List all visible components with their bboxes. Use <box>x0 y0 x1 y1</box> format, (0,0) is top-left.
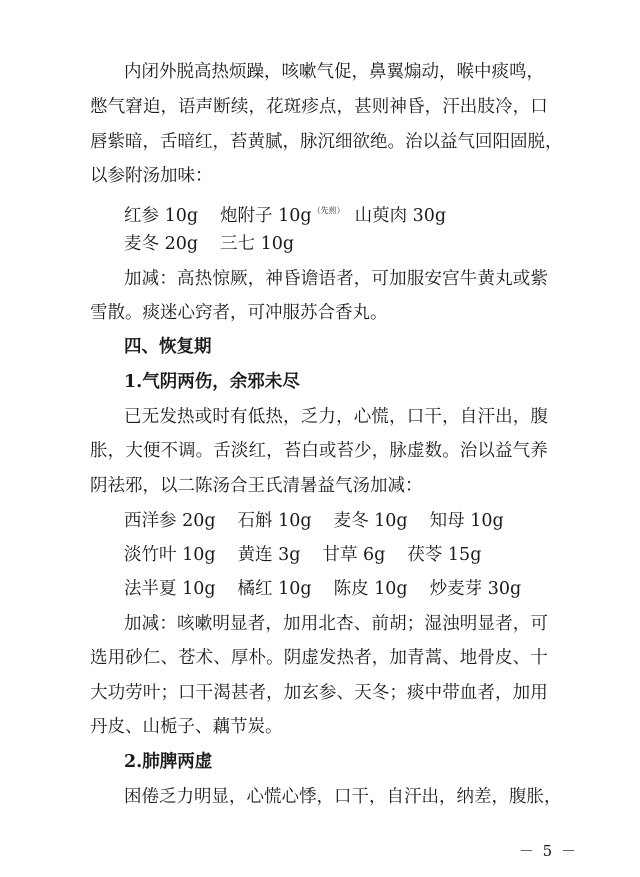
herb-item: 石斛 10g <box>237 511 312 531</box>
herb-item: 炒麦芽 30g <box>429 579 522 599</box>
section-heading: 四、恢复期 <box>124 337 212 357</box>
herb-item: 法半夏 10g <box>124 579 216 599</box>
herb-item: 陈皮 10g <box>333 579 408 599</box>
herb-item: 麦冬 20g <box>124 234 199 254</box>
prescription-row <box>124 510 504 532</box>
herb-item: 淡竹叶 10g <box>124 545 216 565</box>
herb-item: 红参 10g <box>124 206 199 226</box>
paragraph-line: 以参附汤加味： <box>90 166 213 186</box>
paragraph-line: 加 减 ： 咳 嗽 明 显 者 ， 加 用 北 杏 、 前 胡 ； 湿 浊 明 显 者 ， 可 <box>124 614 548 634</box>
prescription-row <box>124 233 294 255</box>
paragraph-line: 选 用 砂 仁 、 苍 术 、 厚 朴 。 阴 虚 发 热 者 ， 加 青 蒿 、 地 骨 皮 、 十 <box>90 648 548 668</box>
paragraph-line: 已 无 发 热 或 时 有 低 热 ， 乏 力 ， 心 慌 ， 口 干 ， 自 汗 出 ， 腹 <box>124 407 548 427</box>
sub-heading: 1.气阴两伤，余邪未尽 <box>124 372 300 392</box>
herb-item: 甘草 6g <box>322 545 386 565</box>
herb-item: 炮附子 10g <box>220 206 312 226</box>
paragraph-line: 憋 气 窘 迫 ， 语 声 断 续 ， 花 斑 疹 点 ， 甚 则 神 昏 ， 汗 出 肢 冷 ， 口 <box>90 97 548 117</box>
paragraph-line: 加 减 ： 高 热 惊 厥 ， 神 昏 谵 语 者 ， 可 加 服 安 宫 牛 黄 丸 或 紫 <box>124 269 548 289</box>
prescription-row <box>124 200 446 227</box>
herb-item: 知母 10g <box>429 511 504 531</box>
paragraph-line: 雪散。痰迷心窍者，可冲服苏合香丸。 <box>90 303 388 323</box>
paragraph-line: 丹皮、山栀子、藕节炭。 <box>90 717 283 737</box>
herb-item: 茯苓 15g <box>407 545 482 565</box>
paragraph-line: 大 功 劳 叶 ； 口 干 渴 甚 者 ， 加 玄 参 、 天 冬 ； 痰 中 带 血 者 ， 加 用 <box>90 683 548 703</box>
prescription-row <box>124 578 521 600</box>
prescription-row <box>124 544 481 566</box>
herb-item: 黄连 3g <box>237 545 301 565</box>
paragraph-line: 唇 紫 暗 ， 舌 暗 红 ， 苔 黄 腻 ， 脉 沉 细 欲 绝 。 治 以 益 气 回 阳 固 脱 ， <box>90 132 563 152</box>
herb-item: 橘红 10g <box>237 579 312 599</box>
paragraph-line: 胀 ， 大 便 不 调 。 舌 淡 红 ， 苔 白 或 苔 少 ， 脉 虚 数 。 治 以 益 气 养 <box>90 441 548 461</box>
page-number: － 5 － <box>518 842 578 860</box>
herb-item: 三七 10g <box>220 234 295 254</box>
paragraph-line: 阴祛邪，以二陈汤合王氏清暑益气汤加减： <box>90 476 423 496</box>
paragraph-line: 内 闭 外 脱 高 热 烦 躁 ， 咳 嗽 气 促 ， 鼻 翼 煽 动 ， 喉 中 痰 鸣 ， <box>124 62 544 82</box>
paragraph-line: 困 倦 乏 力 明 显 ， 心 慌 心 悸 ， 口 干 ， 自 汗 出 ， 纳 差 ， 腹 胀 ， <box>124 787 562 807</box>
sub-heading: 2.肺脾两虚 <box>124 752 213 772</box>
herb-item: 山萸肉 30g <box>354 206 447 226</box>
herb-note: （先煎） <box>312 206 345 215</box>
herb-item: 西洋参 20g <box>124 511 216 531</box>
herb-item: 麦冬 10g <box>333 511 408 531</box>
